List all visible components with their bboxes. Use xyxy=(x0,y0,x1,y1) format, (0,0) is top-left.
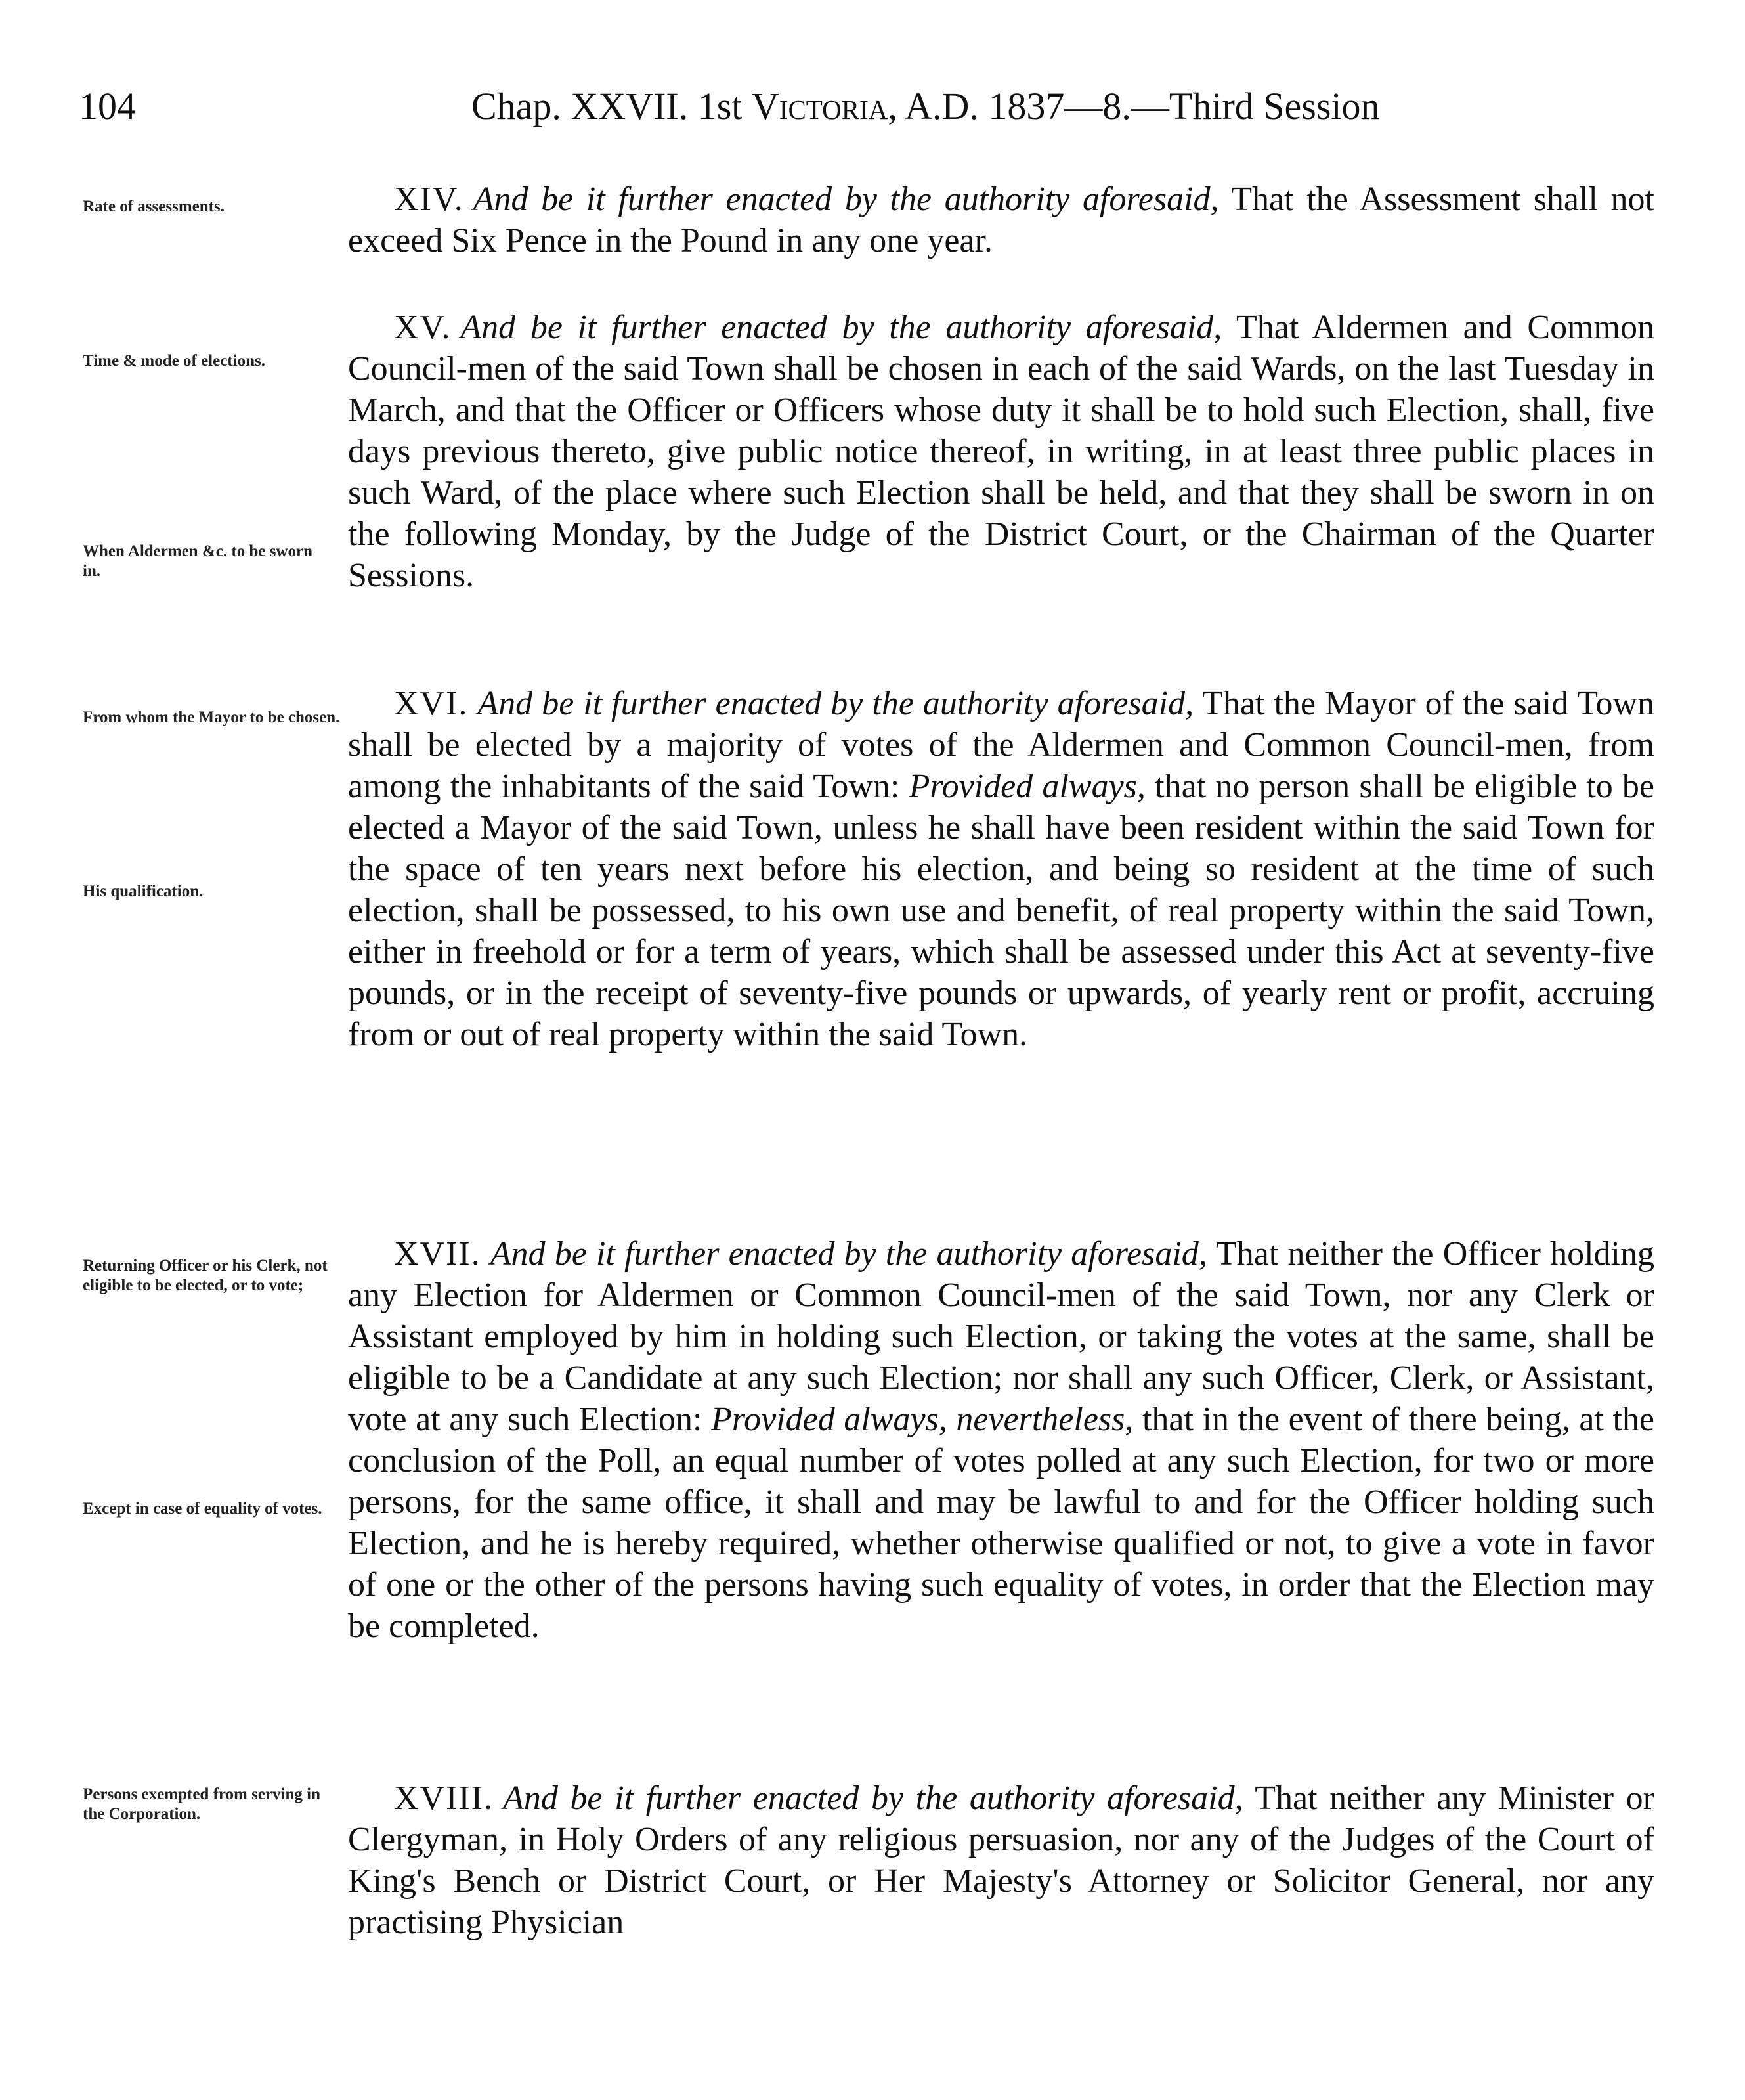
running-head-victoria: Victoria xyxy=(751,85,888,127)
section-xiv xyxy=(348,179,1654,261)
section-xvi xyxy=(348,683,1654,1055)
section-text: That Aldermen and Common Council-men of the said Town shall be chosen in each of the said Wards, on the last Tuesday in March, and that the Officer or Officers whose duty it shall be to hold such Election, shall, five days previous thereto, give public notice thereof, in writing, in at least three public places in such Ward, of the place where such Election shall be held, and that they shall be sworn in on the following Monday, by the Judge of the District Court, or the Chairman of the Quarter Sessions. xyxy=(348,309,1654,594)
section-number: XVIII. xyxy=(394,1780,494,1817)
running-head-chapter: Chap. XXVII. 1st xyxy=(471,85,752,127)
margin-note-rate-of-assessments: Rate of assessments. xyxy=(83,198,225,215)
section-text-continued: that in the event of there being, at the conclusion of the Poll, an equal number of votes polled at any such Election, for two or more persons, for the same office, it shall and may be lawful to and for the Officer holding such Election, and he is hereby required, whether otherwise qualified or not, to give a vote in favor of one or the other of the persons having such equality of votes, in order that the Election may be completed. xyxy=(348,1401,1654,1645)
running-head-title xyxy=(471,84,1380,128)
section-number: XVI. xyxy=(394,685,469,722)
section-xiv-paragraph xyxy=(348,179,1654,261)
running-head-date-session: , A.D. 1837—8.—Third Session xyxy=(888,85,1380,127)
margin-note-persons-exempted: Persons exempted from serving in the Corporation. xyxy=(83,1785,320,1823)
section-xviii-paragraph xyxy=(348,1778,1654,1943)
section-number: XV. xyxy=(394,309,452,346)
enacting-clause: And be it further enacted by the authority aforesaid, xyxy=(473,181,1219,218)
section-text-continued: that no person shall be eligible to be elected a Mayor of the said Town, unless he shall have been resident within the said Town for the space of ten years next before his election, and being so resident at the time of such election, shall be possessed, to his own use and benefit, of real property within the said Town, either in freehold or for a term of years, which shall be assessed under this Act at seventy-five pounds, or in the receipt of seventy-five pounds or upwards, of yearly rent or profit, accruing from or out of real property within the said Town. xyxy=(348,768,1655,1053)
enacting-clause: And be it further enacted by the authority aforesaid, xyxy=(460,309,1222,346)
section-xviii xyxy=(348,1778,1654,1943)
section-xv-paragraph xyxy=(348,307,1654,596)
proviso: Provided always, xyxy=(909,768,1146,805)
section-number: XIV. xyxy=(394,181,464,218)
margin-note-returning-officer: Returning Officer or his Clerk, not eligible to be elected, or to vote; xyxy=(83,1257,328,1294)
enacting-clause: And be it further enacted by the authority aforesaid, xyxy=(490,1235,1207,1273)
section-text: That the Assessment shall not exceed Six Pence in the Pound in any one year. xyxy=(348,181,1654,259)
section-xvii-paragraph xyxy=(348,1233,1654,1647)
enacting-clause: And be it further enacted by the authority aforesaid, xyxy=(503,1780,1243,1817)
section-xv xyxy=(348,307,1654,596)
section-text: That neither any Minister or Clergyman, in Holy Orders of any religious persuasion, nor any of the Judges of the Court of King's Bench or District Court, or Her Majesty's Attorney or Solicitor General, nor any practising Physician xyxy=(348,1780,1654,1941)
proviso: Provided always, nevertheless, xyxy=(711,1401,1134,1438)
page-number: 104 xyxy=(79,85,136,127)
margin-note-mayor-chosen: From whom the Mayor to be chosen. xyxy=(83,709,340,726)
section-number: XVII. xyxy=(394,1235,481,1273)
section-xvii xyxy=(348,1233,1654,1647)
margin-note-time-mode-elections: Time & mode of elections. xyxy=(83,352,265,370)
margin-note-aldermen-sworn: When Aldermen &c. to be sworn in. xyxy=(83,542,312,580)
margin-note-equality-of-votes: Except in case of equality of votes. xyxy=(83,1500,322,1518)
margin-note-his-qualification: His qualification. xyxy=(83,883,204,900)
section-text: That the Mayor of the said Town shall be elected by a majority of votes of the Aldermen and Common Council-men, from among the inhabitants of the said Town: xyxy=(348,685,1654,805)
section-xvi-paragraph xyxy=(348,683,1654,1055)
running-header xyxy=(79,84,1654,143)
enacting-clause: And be it further enacted by the authority aforesaid, xyxy=(477,685,1194,722)
section-text: That neither the Officer holding any Election for Aldermen or Common Council-men of the said Town, nor any Clerk or Assistant employed by him in holding such Election, or taking the votes at the same, shall be eligible to be a Candidate at any such Election; nor shall any such Officer, Clerk, or Assistant, vote at any such Election: xyxy=(348,1235,1654,1438)
